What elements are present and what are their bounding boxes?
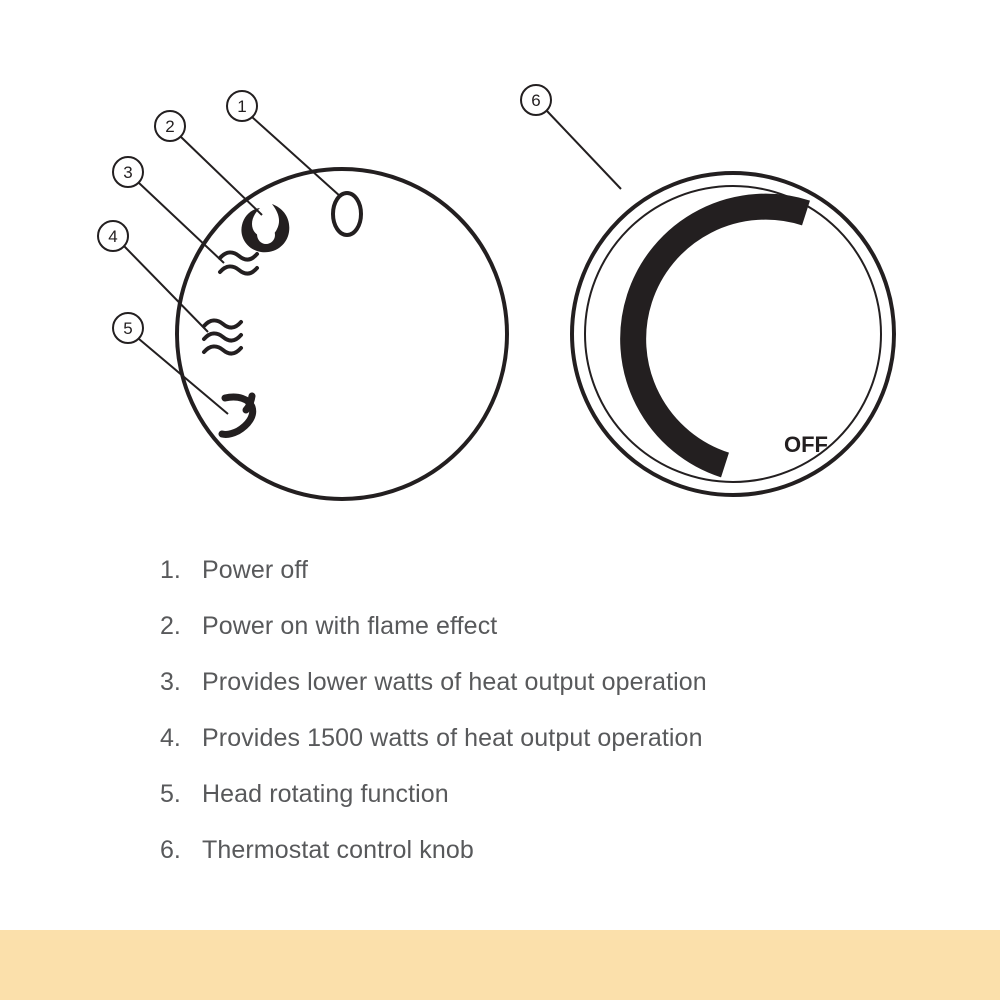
list-item-number: 5.	[160, 780, 181, 808]
callout-5-label: 5	[123, 319, 133, 338]
callout-2	[155, 111, 262, 215]
legend-list	[160, 556, 920, 892]
list-item	[160, 612, 920, 658]
list-item	[160, 724, 920, 770]
list-item-number: 1.	[160, 556, 181, 584]
callout-1-label: 1	[237, 97, 247, 116]
callout-2-label: 2	[165, 117, 175, 136]
callout-6-label: 6	[531, 91, 541, 110]
control-knob[interactable]	[177, 169, 507, 499]
list-item-label: Provides lower watts of heat output operation	[202, 668, 707, 696]
list-item-label: Power off	[202, 556, 309, 584]
list-item-number: 4.	[160, 724, 181, 752]
callout-3	[113, 157, 224, 263]
thermostat-knob[interactable]	[572, 173, 894, 495]
list-item-number: 2.	[160, 612, 181, 640]
off-label: OFF	[784, 432, 828, 457]
callout-4-label: 4	[108, 227, 118, 246]
list-item-label: Provides 1500 watts of heat output operation	[202, 724, 703, 752]
list-item	[160, 668, 920, 714]
list-item	[160, 556, 920, 602]
list-item-number: 6.	[160, 836, 181, 864]
list-item-number: 3.	[160, 668, 181, 696]
callout-6	[521, 85, 621, 189]
callout-3-label: 3	[123, 163, 133, 182]
list-item-label: Head rotating function	[202, 780, 449, 808]
list-item	[160, 780, 920, 826]
list-item-label: Thermostat control knob	[202, 836, 474, 864]
list-item-label: Power on with flame effect	[202, 612, 498, 640]
list-item	[160, 836, 920, 882]
footer-band	[0, 930, 1000, 1000]
